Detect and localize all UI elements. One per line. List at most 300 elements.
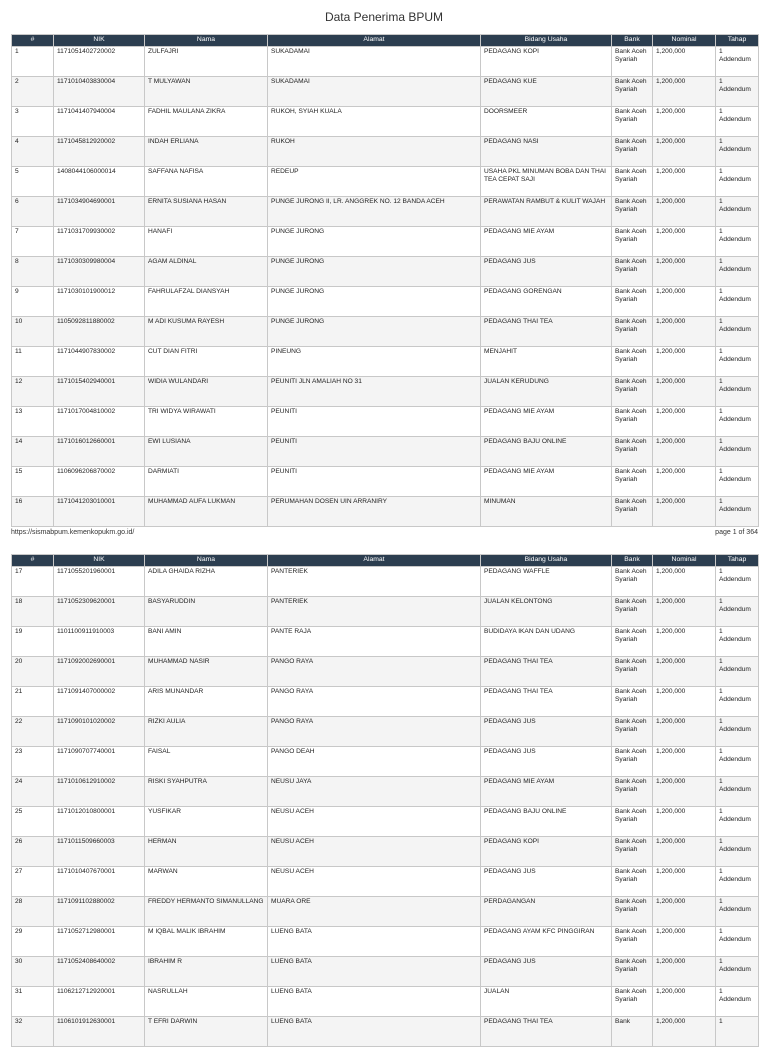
cell-nik: 1101100911910003 — [54, 627, 145, 657]
cell-nik: 1171041407940004 — [54, 107, 145, 137]
table-row — [12, 597, 759, 627]
cell-nominal: 1,200,000 — [653, 197, 716, 227]
cell-row-number: 24 — [12, 777, 54, 807]
cell-bank: Bank Aceh Syariah — [612, 197, 653, 227]
cell-nik: 1106096206870002 — [54, 467, 145, 497]
table-row — [12, 137, 759, 167]
cell-nominal: 1,200,000 — [653, 747, 716, 777]
cell-bank: Bank Aceh Syariah — [612, 897, 653, 927]
cell-nik: 1408044106000014 — [54, 167, 145, 197]
cell-alamat: SUKADAMAI — [268, 47, 481, 77]
cell-tahap: 1 Addendum — [716, 287, 759, 317]
cell-bidang-usaha: PEDAGANG MIE AYAM — [481, 777, 612, 807]
cell-row-number: 10 — [12, 317, 54, 347]
cell-nama: T EFRI DARWIN — [145, 1017, 268, 1047]
cell-nama: FAISAL — [145, 747, 268, 777]
table-row — [12, 717, 759, 747]
cell-nama: FREDDY HERMANTO SIMANULLANG — [145, 897, 268, 927]
cell-bank: Bank Aceh Syariah — [612, 717, 653, 747]
cell-bidang-usaha: JUALAN — [481, 987, 612, 1017]
cell-row-number: 15 — [12, 467, 54, 497]
cell-bidang-usaha: BUDIDAYA IKAN DAN UDANG — [481, 627, 612, 657]
cell-nominal: 1,200,000 — [653, 837, 716, 867]
cell-bidang-usaha: PEDAGANG THAI TEA — [481, 1017, 612, 1047]
cell-bank: Bank Aceh Syariah — [612, 987, 653, 1017]
cell-nominal: 1,200,000 — [653, 657, 716, 687]
document-title: Data Penerima BPUM — [324, 10, 444, 24]
cell-nik: 1171010407670001 — [54, 867, 145, 897]
cell-nik: 1171017004810002 — [54, 407, 145, 437]
cell-nik: 1171045812920002 — [54, 137, 145, 167]
cell-bank: Bank Aceh Syariah — [612, 347, 653, 377]
cell-bank: Bank Aceh Syariah — [612, 777, 653, 807]
cell-bank: Bank Aceh Syariah — [612, 167, 653, 197]
cell-bank: Bank Aceh Syariah — [612, 597, 653, 627]
table-row — [12, 777, 759, 807]
cell-bank: Bank — [612, 1017, 653, 1047]
cell-row-number: 6 — [12, 197, 54, 227]
cell-row-number: 8 — [12, 257, 54, 287]
table-row — [12, 467, 759, 497]
table-row — [12, 687, 759, 717]
cell-nominal: 1,200,000 — [653, 927, 716, 957]
cell-bank: Bank Aceh Syariah — [612, 567, 653, 597]
cell-row-number: 26 — [12, 837, 54, 867]
column-header-tahap: Tahap — [716, 35, 759, 47]
cell-row-number: 12 — [12, 377, 54, 407]
table-row — [12, 497, 759, 527]
table-row — [12, 257, 759, 287]
cell-nominal: 1,200,000 — [653, 627, 716, 657]
recipients-table — [11, 554, 759, 1047]
cell-bank: Bank Aceh Syariah — [612, 957, 653, 987]
cell-nik: 1171052309620001 — [54, 597, 145, 627]
column-header-bidang-usaha: Bidang Usaha — [481, 35, 612, 47]
cell-tahap: 1 Addendum — [716, 897, 759, 927]
table-row — [12, 167, 759, 197]
cell-nama: RIZKI AULIA — [145, 717, 268, 747]
cell-row-number: 22 — [12, 717, 54, 747]
table-row — [12, 437, 759, 467]
cell-bank: Bank Aceh Syariah — [612, 47, 653, 77]
cell-tahap: 1 Addendum — [716, 377, 759, 407]
cell-nik: 1171011509660003 — [54, 837, 145, 867]
cell-nik: 1171091407000002 — [54, 687, 145, 717]
cell-bidang-usaha: PEDAGANG MIE AYAM — [481, 467, 612, 497]
cell-alamat: LUENG BATA — [268, 987, 481, 1017]
cell-bidang-usaha: MINUMAN — [481, 497, 612, 527]
table-row — [12, 107, 759, 137]
cell-nik: 1105092811880002 — [54, 317, 145, 347]
cell-alamat: NEUSU ACEH — [268, 867, 481, 897]
cell-bidang-usaha: PEDAGANG WAFFLE — [481, 567, 612, 597]
table-row — [12, 347, 759, 377]
cell-bank: Bank Aceh Syariah — [612, 497, 653, 527]
cell-row-number: 21 — [12, 687, 54, 717]
cell-nama: ZULFAJRI — [145, 47, 268, 77]
cell-nominal: 1,200,000 — [653, 137, 716, 167]
cell-tahap: 1 Addendum — [716, 347, 759, 377]
cell-row-number: 19 — [12, 627, 54, 657]
cell-tahap: 1 Addendum — [716, 167, 759, 197]
cell-bidang-usaha: PEDAGANG MIE AYAM — [481, 227, 612, 257]
column-header-nominal: Nominal — [653, 35, 716, 47]
cell-row-number: 20 — [12, 657, 54, 687]
cell-nik: 1171030309980004 — [54, 257, 145, 287]
cell-alamat: LUENG BATA — [268, 1017, 481, 1047]
cell-bidang-usaha: PEDAGANG JUS — [481, 867, 612, 897]
cell-tahap: 1 Addendum — [716, 627, 759, 657]
cell-bidang-usaha: PEDAGANG JUS — [481, 257, 612, 287]
cell-nik: 1171041203010001 — [54, 497, 145, 527]
cell-alamat: MUARA ORE — [268, 897, 481, 927]
cell-bank: Bank Aceh Syariah — [612, 747, 653, 777]
cell-nik: 1171051402720002 — [54, 47, 145, 77]
cell-bidang-usaha: PEDAGANG THAI TEA — [481, 657, 612, 687]
cell-nominal: 1,200,000 — [653, 167, 716, 197]
cell-row-number: 14 — [12, 437, 54, 467]
column-header-nama: Nama — [145, 555, 268, 567]
cell-bidang-usaha: PEDAGANG KUE — [481, 77, 612, 107]
cell-nominal: 1,200,000 — [653, 347, 716, 377]
cell-nama: TRI WIDYA WIRAWATI — [145, 407, 268, 437]
cell-nama: YUSFIKAR — [145, 807, 268, 837]
cell-bidang-usaha: PEDAGANG BAJU ONLINE — [481, 437, 612, 467]
cell-nama: ADILA GHAIDA RIZHA — [145, 567, 268, 597]
cell-nominal: 1,200,000 — [653, 497, 716, 527]
cell-alamat: PEUNITI — [268, 407, 481, 437]
cell-nama: MUHAMMAD NASIR — [145, 657, 268, 687]
table-row — [12, 1017, 759, 1047]
cell-nik: 1171030101900012 — [54, 287, 145, 317]
table-row — [12, 897, 759, 927]
cell-nama: NASRULLAH — [145, 987, 268, 1017]
cell-nominal: 1,200,000 — [653, 717, 716, 747]
table-header-row — [12, 555, 759, 567]
cell-bidang-usaha: JUALAN KERUDUNG — [481, 377, 612, 407]
cell-row-number: 28 — [12, 897, 54, 927]
cell-tahap: 1 Addendum — [716, 567, 759, 597]
table-row — [12, 407, 759, 437]
footer-url[interactable]: https://sismabpum.kemenkopukm.go.id/ — [11, 529, 135, 536]
cell-bank: Bank Aceh Syariah — [612, 867, 653, 897]
column-header-alamat: Alamat — [268, 555, 481, 567]
cell-nominal: 1,200,000 — [653, 407, 716, 437]
cell-bidang-usaha: PEDAGANG MIE AYAM — [481, 407, 612, 437]
cell-bidang-usaha: PEDAGANG THAI TEA — [481, 317, 612, 347]
cell-bank: Bank Aceh Syariah — [612, 837, 653, 867]
cell-alamat: NEUSU ACEH — [268, 837, 481, 867]
cell-nominal: 1,200,000 — [653, 467, 716, 497]
cell-nama: BANI AMIN — [145, 627, 268, 657]
cell-nama: M IQBAL MALIK IBRAHIM — [145, 927, 268, 957]
cell-alamat: PUNGE JURONG — [268, 287, 481, 317]
cell-bidang-usaha: PEDAGANG BAJU ONLINE — [481, 807, 612, 837]
cell-row-number: 4 — [12, 137, 54, 167]
cell-tahap: 1 Addendum — [716, 717, 759, 747]
table-row — [12, 747, 759, 777]
cell-nominal: 1,200,000 — [653, 807, 716, 837]
cell-nama: WIDIA WULANDARI — [145, 377, 268, 407]
table-row — [12, 317, 759, 347]
cell-nik: 1171031709930002 — [54, 227, 145, 257]
cell-bank: Bank Aceh Syariah — [612, 807, 653, 837]
cell-tahap: 1 Addendum — [716, 407, 759, 437]
cell-bank: Bank Aceh Syariah — [612, 107, 653, 137]
cell-nik: 1171090101020002 — [54, 717, 145, 747]
cell-alamat: PANGO RAYA — [268, 687, 481, 717]
cell-nama: DARMIATI — [145, 467, 268, 497]
cell-nama: EWI LUSIANA — [145, 437, 268, 467]
cell-tahap: 1 Addendum — [716, 47, 759, 77]
cell-tahap: 1 Addendum — [716, 497, 759, 527]
cell-bank: Bank Aceh Syariah — [612, 287, 653, 317]
cell-bank: Bank Aceh Syariah — [612, 687, 653, 717]
cell-nama: ERNITA SUSIANA HASAN — [145, 197, 268, 227]
cell-bank: Bank Aceh Syariah — [612, 317, 653, 347]
cell-bidang-usaha: DOORSMEER — [481, 107, 612, 137]
cell-nik: 1171091102880002 — [54, 897, 145, 927]
cell-nik: 1171010403830004 — [54, 77, 145, 107]
cell-nominal: 1,200,000 — [653, 687, 716, 717]
table-row — [12, 807, 759, 837]
cell-bidang-usaha: PERAWATAN RAMBUT & KULIT WAJAH — [481, 197, 612, 227]
cell-bidang-usaha: USAHA PKL MINUMAN BOBA DAN THAI TEA CEPAT SAJI — [481, 167, 612, 197]
cell-tahap: 1 — [716, 1017, 759, 1047]
cell-bidang-usaha: PERDAGANGAN — [481, 897, 612, 927]
recipients-table — [11, 34, 759, 527]
cell-nominal: 1,200,000 — [653, 867, 716, 897]
cell-nominal: 1,200,000 — [653, 567, 716, 597]
cell-alamat: LUENG BATA — [268, 927, 481, 957]
cell-alamat: PANTERIEK — [268, 597, 481, 627]
cell-bidang-usaha: JUALAN KELONTONG — [481, 597, 612, 627]
cell-nominal: 1,200,000 — [653, 597, 716, 627]
cell-nik: 1106212712920001 — [54, 987, 145, 1017]
cell-alamat: RUKOH, SYIAH KUALA — [268, 107, 481, 137]
cell-row-number: 5 — [12, 167, 54, 197]
column-header-nik: NIK — [54, 35, 145, 47]
cell-nominal: 1,200,000 — [653, 437, 716, 467]
cell-tahap: 1 Addendum — [716, 77, 759, 107]
table-row — [12, 837, 759, 867]
cell-row-number: 2 — [12, 77, 54, 107]
cell-row-number: 25 — [12, 807, 54, 837]
cell-bank: Bank Aceh Syariah — [612, 257, 653, 287]
table-row — [12, 957, 759, 987]
cell-alamat: PUNGE JURONG — [268, 227, 481, 257]
column-header-tahap: Tahap — [716, 555, 759, 567]
cell-tahap: 1 Addendum — [716, 107, 759, 137]
cell-nik: 1171052408640002 — [54, 957, 145, 987]
cell-nama: MUHAMMAD AUFA LUKMAN — [145, 497, 268, 527]
cell-row-number: 1 — [12, 47, 54, 77]
cell-bidang-usaha: PEDAGANG JUS — [481, 747, 612, 777]
table-row — [12, 987, 759, 1017]
cell-row-number: 7 — [12, 227, 54, 257]
cell-nama: HERMAN — [145, 837, 268, 867]
table-row — [12, 77, 759, 107]
cell-row-number: 18 — [12, 597, 54, 627]
cell-nama: ARIS MUNANDAR — [145, 687, 268, 717]
cell-alamat: PUNGE JURONG — [268, 257, 481, 287]
table-body — [12, 567, 759, 1047]
cell-tahap: 1 Addendum — [716, 867, 759, 897]
cell-row-number: 9 — [12, 287, 54, 317]
cell-alamat: PANGO RAYA — [268, 717, 481, 747]
cell-alamat: PUNGE JURONG II, LR. ANGGREK NO. 12 BANDA ACEH — [268, 197, 481, 227]
cell-alamat: PINEUNG — [268, 347, 481, 377]
cell-nama: INDAH ERLIANA — [145, 137, 268, 167]
cell-nominal: 1,200,000 — [653, 107, 716, 137]
cell-alamat: PUNGE JURONG — [268, 317, 481, 347]
cell-alamat: PANGO RAYA — [268, 657, 481, 687]
cell-bidang-usaha: PEDAGANG THAI TEA — [481, 687, 612, 717]
cell-row-number: 3 — [12, 107, 54, 137]
cell-tahap: 1 Addendum — [716, 467, 759, 497]
table-row — [12, 287, 759, 317]
column-header-nama: Nama — [145, 35, 268, 47]
table-row — [12, 227, 759, 257]
cell-tahap: 1 Addendum — [716, 437, 759, 467]
cell-tahap: 1 Addendum — [716, 317, 759, 347]
cell-tahap: 1 Addendum — [716, 597, 759, 627]
cell-row-number: 16 — [12, 497, 54, 527]
cell-nominal: 1,200,000 — [653, 257, 716, 287]
cell-nominal: 1,200,000 — [653, 777, 716, 807]
cell-tahap: 1 Addendum — [716, 987, 759, 1017]
cell-alamat: LUENG BATA — [268, 957, 481, 987]
cell-nama: HANAFI — [145, 227, 268, 257]
cell-bank: Bank Aceh Syariah — [612, 77, 653, 107]
column-header-bidang-usaha: Bidang Usaha — [481, 555, 612, 567]
cell-alamat: PEUNITI JLN AMALIAH NO 31 — [268, 377, 481, 407]
cell-alamat: PEUNITI — [268, 467, 481, 497]
cell-nik: 1171010612910002 — [54, 777, 145, 807]
cell-row-number: 30 — [12, 957, 54, 987]
cell-row-number: 29 — [12, 927, 54, 957]
column-header-bank: Bank — [612, 35, 653, 47]
cell-alamat: PANTERIEK — [268, 567, 481, 597]
cell-alamat: PERUMAHAN DOSEN UIN ARRANIRY — [268, 497, 481, 527]
table-body — [12, 47, 759, 527]
cell-bank: Bank Aceh Syariah — [612, 927, 653, 957]
cell-nama: FADHIL MAULANA ZIKRA — [145, 107, 268, 137]
cell-row-number: 17 — [12, 567, 54, 597]
cell-alamat: PANTE RAJA — [268, 627, 481, 657]
table-row — [12, 197, 759, 227]
column-header-alamat: Alamat — [268, 35, 481, 47]
cell-tahap: 1 Addendum — [716, 657, 759, 687]
cell-bank: Bank Aceh Syariah — [612, 437, 653, 467]
cell-bank: Bank Aceh Syariah — [612, 137, 653, 167]
cell-bidang-usaha: PEDAGANG AYAM KFC PINGGIRAN — [481, 927, 612, 957]
cell-nama: SAFFANA NAFISA — [145, 167, 268, 197]
cell-bidang-usaha: PEDAGANG KOPI — [481, 47, 612, 77]
footer-page-number: page 1 of 364 — [715, 529, 758, 536]
cell-nama: RISKI SYAHPUTRA — [145, 777, 268, 807]
table-row — [12, 627, 759, 657]
cell-tahap: 1 Addendum — [716, 687, 759, 717]
cell-nik: 1171012010800001 — [54, 807, 145, 837]
cell-tahap: 1 Addendum — [716, 137, 759, 167]
column-header-nik: NIK — [54, 555, 145, 567]
cell-nik: 1171015402940001 — [54, 377, 145, 407]
cell-nominal: 1,200,000 — [653, 47, 716, 77]
cell-alamat: NEUSU JAYA — [268, 777, 481, 807]
table-row — [12, 377, 759, 407]
cell-nik: 1171052712980001 — [54, 927, 145, 957]
column-header-row-number: # — [12, 35, 54, 47]
cell-row-number: 13 — [12, 407, 54, 437]
table-row — [12, 47, 759, 77]
cell-bank: Bank Aceh Syariah — [612, 377, 653, 407]
cell-bidang-usaha: PEDAGANG NASI — [481, 137, 612, 167]
cell-tahap: 1 Addendum — [716, 197, 759, 227]
cell-nama: CUT DIAN FITRI — [145, 347, 268, 377]
cell-row-number: 11 — [12, 347, 54, 377]
cell-nominal: 1,200,000 — [653, 77, 716, 107]
cell-nik: 1171055201960001 — [54, 567, 145, 597]
cell-tahap: 1 Addendum — [716, 257, 759, 287]
cell-row-number: 27 — [12, 867, 54, 897]
cell-nominal: 1,200,000 — [653, 377, 716, 407]
cell-tahap: 1 Addendum — [716, 927, 759, 957]
cell-alamat: PEUNITI — [268, 437, 481, 467]
cell-nominal: 1,200,000 — [653, 227, 716, 257]
cell-nama: M ADI KUSUMA RAYESH — [145, 317, 268, 347]
table-row — [12, 657, 759, 687]
cell-nik: 1171090707740001 — [54, 747, 145, 777]
column-header-nominal: Nominal — [653, 555, 716, 567]
table-row — [12, 867, 759, 897]
cell-bank: Bank Aceh Syariah — [612, 467, 653, 497]
cell-bidang-usaha: PEDAGANG GORENGAN — [481, 287, 612, 317]
cell-nominal: 1,200,000 — [653, 317, 716, 347]
cell-nama: MARWAN — [145, 867, 268, 897]
cell-bank: Bank Aceh Syariah — [612, 627, 653, 657]
cell-alamat: RUKOH — [268, 137, 481, 167]
cell-nominal: 1,200,000 — [653, 957, 716, 987]
cell-tahap: 1 Addendum — [716, 747, 759, 777]
cell-nama: AGAM ALDINAL — [145, 257, 268, 287]
cell-row-number: 32 — [12, 1017, 54, 1047]
cell-nominal: 1,200,000 — [653, 897, 716, 927]
cell-nama: BASYARUDDIN — [145, 597, 268, 627]
cell-bidang-usaha: PEDAGANG JUS — [481, 957, 612, 987]
cell-tahap: 1 Addendum — [716, 807, 759, 837]
cell-nik: 1171044907830002 — [54, 347, 145, 377]
cell-bank: Bank Aceh Syariah — [612, 407, 653, 437]
cell-nominal: 1,200,000 — [653, 987, 716, 1017]
cell-nama: IBRAHIM R — [145, 957, 268, 987]
cell-nominal: 1,200,000 — [653, 287, 716, 317]
table-row — [12, 567, 759, 597]
cell-nominal: 1,200,000 — [653, 1017, 716, 1047]
cell-alamat: SUKADAMAI — [268, 77, 481, 107]
cell-tahap: 1 Addendum — [716, 957, 759, 987]
cell-alamat: REDEUP — [268, 167, 481, 197]
cell-nik: 1171034904690001 — [54, 197, 145, 227]
cell-nama: FAHRULAFZAL DIANSYAH — [145, 287, 268, 317]
cell-tahap: 1 Addendum — [716, 227, 759, 257]
cell-row-number: 31 — [12, 987, 54, 1017]
cell-alamat: NEUSU ACEH — [268, 807, 481, 837]
cell-bidang-usaha: PEDAGANG KOPI — [481, 837, 612, 867]
cell-bank: Bank Aceh Syariah — [612, 657, 653, 687]
cell-tahap: 1 Addendum — [716, 837, 759, 867]
cell-row-number: 23 — [12, 747, 54, 777]
